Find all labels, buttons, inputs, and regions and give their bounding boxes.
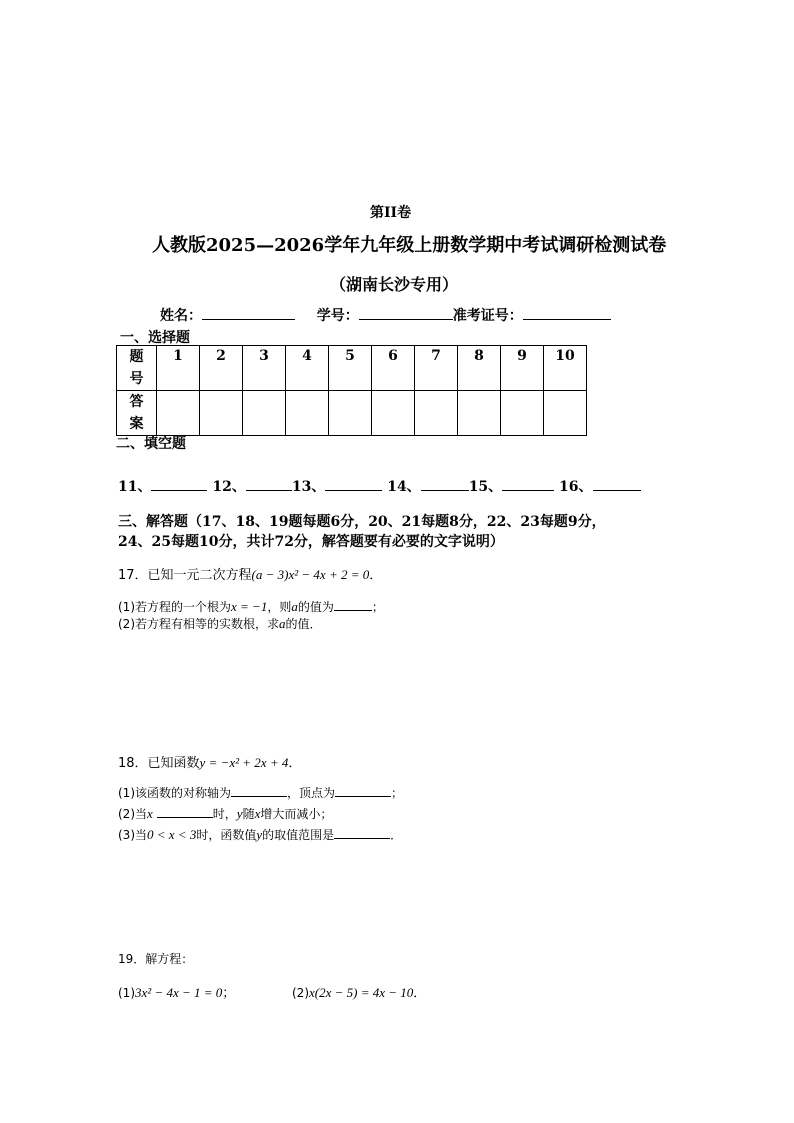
answer-cell[interactable] [501, 391, 544, 436]
question-19-stem: 19．解方程： [118, 952, 194, 966]
name-field[interactable] [202, 305, 295, 320]
question-17-part2: (2)若方程有相等的实数根，求a的值． [118, 616, 322, 631]
answer-cell[interactable] [243, 391, 286, 436]
fill-label-14: 14、 [387, 479, 421, 495]
q17-answer-blank[interactable] [334, 596, 372, 611]
question-19-part1: (1)3x² − 4x − 1 = 0； [118, 985, 236, 1001]
answer-cell[interactable] [415, 391, 458, 436]
answer-cell[interactable] [544, 391, 587, 436]
page-title: 人教版2025—2026学年九年级上册数学期中考试调研检测试卷 [152, 235, 667, 256]
q17-equation: (a − 3)x² − 4x + 2 = 0 [251, 567, 370, 582]
fill-blank-13[interactable] [325, 476, 382, 491]
student-id-field[interactable] [359, 305, 453, 320]
answer-cell[interactable] [372, 391, 415, 436]
section-answer-title-line2: 24、25每题10分，共计72分，解答题要有必要的文字说明） [118, 534, 504, 550]
page-subtitle: （湖南长沙专用） [330, 275, 459, 294]
question-number: 10 [544, 346, 587, 391]
fill-blank-line [118, 476, 641, 496]
student-id-label: 学号： [316, 308, 359, 324]
answer-row [117, 391, 587, 436]
q18-axis-blank[interactable] [231, 782, 287, 797]
exam-number-label: 准考证号： [452, 308, 523, 324]
exam-number-field[interactable] [523, 305, 611, 320]
question-18-part2: (2)当x 时，y随x增大而减小； [118, 803, 332, 822]
fill-label-12: 12、 [212, 479, 246, 495]
fill-label-11: 11、 [118, 479, 152, 495]
section-answer-title-line1: 三、解答题（17、18、19题每题6分，20、21每题8分，22、23每题9分， [118, 514, 606, 530]
fill-blank-14[interactable] [421, 476, 469, 491]
question-number: 3 [243, 346, 286, 391]
section-choice-title: 一、选择题 [120, 330, 190, 346]
question-17-stem: 17．已知一元二次方程(a − 3)x² − 4x + 2 = 0． [118, 567, 383, 583]
fill-blank-11[interactable] [151, 476, 207, 491]
question-number: 7 [415, 346, 458, 391]
fill-blank-12[interactable] [246, 476, 292, 491]
answer-cell[interactable] [200, 391, 243, 436]
answer-cell[interactable] [286, 391, 329, 436]
fill-label-15: 15、 [468, 479, 503, 495]
question-17-part1: (1)若方程的一个根为x = −1，则a的值为 ； [118, 596, 384, 615]
student-info-line [160, 305, 611, 325]
question-number: 8 [458, 346, 501, 391]
question-number: 9 [501, 346, 544, 391]
q18-range-blank[interactable] [157, 803, 213, 818]
section-fill-title: 二、填空题 [116, 436, 186, 452]
question-number: 4 [286, 346, 329, 391]
answer-cell[interactable] [157, 391, 200, 436]
q18-equation: y = −x² + 2x + 4 [199, 755, 289, 770]
q18-value-range-blank[interactable] [334, 824, 390, 839]
question-number: 6 [372, 346, 415, 391]
name-label: 姓名： [160, 308, 202, 324]
question-18-stem: 18．已知函数y = −x² + 2x + 4． [118, 755, 302, 771]
question-number-header: 题 号 [117, 346, 157, 391]
fill-label-13: 13、 [291, 479, 326, 495]
fill-blank-15[interactable] [502, 476, 554, 491]
q18-vertex-blank[interactable] [335, 782, 391, 797]
question-number-row [117, 346, 587, 391]
answer-header: 答 案 [117, 391, 157, 436]
fill-label-16: 16、 [559, 479, 593, 495]
volume-label: 第II卷 [370, 205, 412, 221]
answer-grid [116, 345, 587, 436]
question-18-part3: (3)当0 < x < 3时，函数值y的取值范围是 ． [118, 824, 402, 843]
answer-cell[interactable] [329, 391, 372, 436]
question-number: 1 [157, 346, 200, 391]
question-18-part1: (1)该函数的对称轴为 ，顶点为 ； [118, 782, 403, 801]
question-number: 5 [329, 346, 372, 391]
answer-cell[interactable] [458, 391, 501, 436]
question-19-part2: (2)x(2x − 5) = 4x − 10． [292, 985, 427, 1001]
question-number: 2 [200, 346, 243, 391]
fill-blank-16[interactable] [593, 476, 641, 491]
